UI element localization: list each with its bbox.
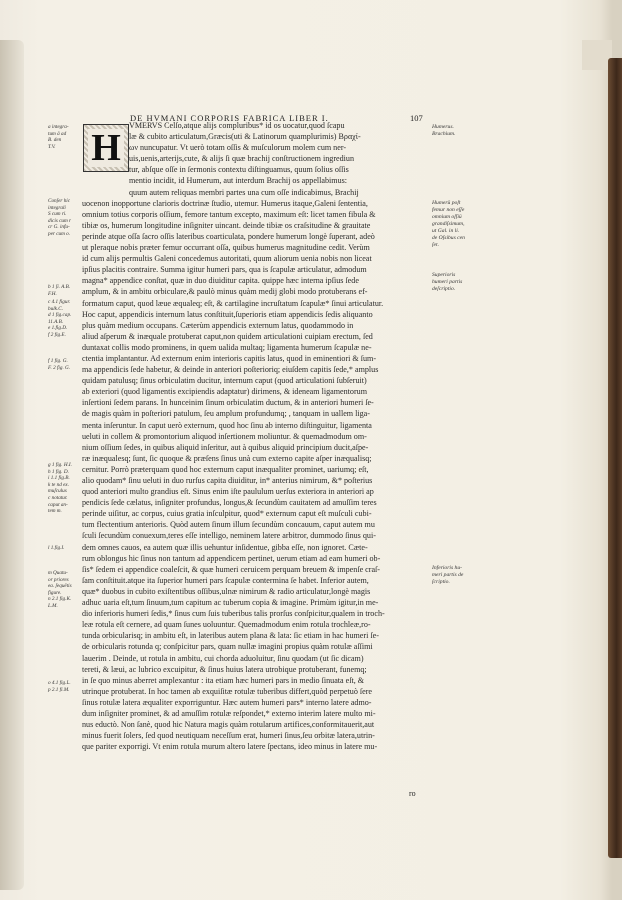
left-margin-note: Conſer hic integrali S cum ri. dicis cum r cr G. infu- per cum o. bbox=[48, 198, 72, 237]
text-line: tunda orbicularisq; in ambitu eſt, in lateribus autem plana & lata: ſic etiam in hac humeri ſe- bbox=[82, 631, 379, 641]
left-margin-note: g 1 fig. H.I. h 1 fig. D. i 1.1 fig.B. k te nd ex. muſculus c notatur. caput an- tem m. bbox=[48, 462, 72, 515]
initial-letter: H bbox=[88, 129, 124, 167]
left-margin-note: f 1 fig. G. F. 2 fig. G. bbox=[48, 358, 71, 371]
text-line: leæ rotula eſt cernere, ad quam ſunes uoluuntur. Quemadmodum enim rotula trochleæ,ro- bbox=[82, 620, 371, 630]
left-margin-note: c 4.1 figur. bulk.C. d 1 fig.cap. 11.A.B. e 1.fig.D. f 2 fig.E. bbox=[48, 299, 72, 338]
text-line: id cum alijs permultis Galeni concedemus autoritati, quum aliorum uenia nobis non liceat bbox=[82, 254, 372, 264]
text-line: dem omnes cauos, ea autem quæ illis uehuntur inſidentue, gibba eſſe, non ignoret. Cæte- bbox=[82, 542, 368, 552]
text-line: nium oſſium ſedes, in quibus aliquid inſeritur, aut à quibus aliquid principium ducit,aſpe- bbox=[82, 442, 369, 452]
text-line: ſinus rotulæ latera æqualiter exporriguntur. Hæc autem humeri pars* interno latere admo- bbox=[82, 697, 372, 707]
running-head: DE HVMANI CORPORIS FABRICA LIBER I. bbox=[130, 113, 329, 123]
text-line: tur, abſque oſſe in ſermonis contextu diſtinguamus, quum ſolius oſſis bbox=[129, 165, 349, 175]
left-margin-note: b 1 ſi. A.B. F.H. bbox=[48, 284, 71, 297]
text-line: de orbicularis rotunda q; conſpicitur pars, quam nullæ imagini propius quàm rotulæ aſſimi bbox=[82, 642, 373, 652]
text-line: dum inſigniter prominet, & ad amuſſim rotulæ reſpondet,* externo interim latere multo mi- bbox=[82, 708, 376, 718]
body-text bbox=[82, 120, 424, 752]
text-line: menta inſeruntur. In caput uerò externum, quod hoc ſinu ab interno diſtinguitur, ligamenta bbox=[82, 420, 372, 430]
text-line: læ & cubito articulatum,Græcis(uti & Latinorum quamplurimis) Bραχί- bbox=[129, 132, 361, 142]
text-line: minus fuerit ſolers, ſed quod neutiquam neceſſum erat, humeri ſinus,ſeu orbitæ latera,utrin- bbox=[82, 731, 375, 741]
right-margin-note: Superioris humeri partis deſcriptio. bbox=[432, 272, 463, 292]
facing-page-edge bbox=[0, 40, 24, 890]
text-line: ων nuncupatur. Vt uerò totam oſſis & muſculorum molem cum ner- bbox=[129, 143, 347, 153]
text-line: ipſius placitis contraire. Summa igitur humeri pars, qua is ſcapulæ articulatur, admodum bbox=[82, 265, 367, 275]
left-margin-note: m Quatu- or priores ea. ſequētis figure. n 2.1 fig.K. L.M. bbox=[48, 570, 72, 609]
text-line: ueluti in collem & promontorium aliquod inſertionem moliuntur. & quemadmodum om- bbox=[82, 431, 367, 441]
text-line: nus eductò. Non ſanè, quod hic Natura magis quàm rotularum artifices,conformitauerit,aut bbox=[82, 720, 375, 730]
text-line: ſculi ſecundùm conuexum,teres eſſe intelligo, neminem latere arbitror, dummodo ſinus qui- bbox=[82, 531, 376, 541]
right-margin-note: Inferioris hu- meri partis de ſcriptio. bbox=[432, 565, 464, 585]
text-line: perinde uiſitur, ac corpus, cuius gratia inſculpitur, quod* externum caput eſt muſculi cubi- bbox=[82, 509, 372, 519]
left-margin-note: a integra- tum â ad B. den T.V. bbox=[48, 124, 69, 150]
text-line: utrinque protuberat. In hoc tamen ab exquiſitæ rotulæ tuberibus differt,quòd perpetuò ſere bbox=[82, 686, 373, 696]
text-line: magna* appendice conſtat, quæ in duo diuiditur capita. quippe hæc interna ipſius ſede bbox=[82, 276, 359, 286]
text-line: tibiæ os, humerum longitudine inſigniter uincant. deinde tibiæ os craſsitudine & grauitate bbox=[82, 220, 371, 230]
text-line: duntaxat collis modo prominens, in quem ualida multaq; ligamenta humerum ſcapulæ ne- bbox=[82, 342, 372, 352]
text-line: quod anteriori multo grandius eſt. Sinus enim iſte paululum uerſus exteriora in anteriori ap bbox=[82, 487, 374, 497]
book-cover-edge bbox=[608, 58, 622, 858]
text-line: ſam conſtituit.atque ita ſuperior humeri pars ſcapulæ contermina ſe habet. Inferior autem, bbox=[82, 575, 369, 585]
text-line: ſis* ſedem ei appendice coaleſcit, & quæ humeri ceruicem perquam breuem & impenſe craſ- bbox=[82, 564, 381, 574]
text-line: adhuc uaria eſt,tum ſinuum,tum capitum ac tuberum copia & imagine. Primùm igitur,in me- bbox=[82, 598, 379, 608]
decorated-initial bbox=[83, 124, 129, 172]
text-line: quæ* duobus in cubito exiſtentibus oſſibus,ulnæ nimirum & radio articulatur,longè magis bbox=[82, 586, 371, 596]
catchword: ro bbox=[409, 789, 416, 798]
text-line: mentio incidit, id Humerum, aut interdum Brachij os appellabimus: bbox=[129, 176, 348, 186]
text-line: ctentia implantantur. Ad externum enim interioris capitis latus, quod in eminentiori & ſum- bbox=[82, 353, 377, 363]
left-margin-note: l 1.fig.I. bbox=[48, 545, 65, 551]
text-line: VMERVS Celſo,atque alijs compluribus* id os uocatur,quod ſcapu bbox=[129, 121, 345, 130]
text-line: tum flectentium anterioris. Quòd autem ſinum illum ſecundùm concauum, caput autem mu bbox=[82, 520, 375, 530]
text-line: tereti, & læui, ac lubrico excuipitur, & ſinus huius latera utrobique protuberant, funemq; bbox=[82, 664, 367, 674]
text-line: cernitur. Porrò præterquam quod hoc externum caput inæqualiter prominet, uariumq; eſt, bbox=[82, 464, 369, 474]
text-line: ab exteriori (quod ligamentis excipiendis adaptatur) dirimens, & ideneam ligamentorum bbox=[82, 387, 367, 397]
text-line: formatum caput, quod læue æqualeq; eſt, & cartilagine incruſtatum ſcapulæ* ſinui articulatur. bbox=[82, 298, 384, 308]
text-line: plus quàm medium occupans. Cæterùm appendicis externum latus, quodammodo in bbox=[82, 320, 354, 330]
text-line: que pariter exporrigi. Vt enim rotula murum altero latere ſpectans, ideo minus in latere mu- bbox=[82, 742, 378, 752]
text-line: pendicis ſede cælatus, inſigniter profundus, longus,& ſecundùm cauitatem ad amuſſim teres bbox=[82, 498, 377, 508]
text-line: uis,uenis,arterijs,cute, & alijs ſi quæ brachij conſtructionem ingrediun bbox=[129, 154, 355, 164]
text-line: inſertioni ſedem parans. In hunceinim ſinum orbiculatim ductum, & in anteriori humeri ſe- bbox=[82, 398, 374, 408]
text-line: de magis quàm in poſteriori patulum, ſeu amplum profundumq; , tanquam in uallem liga- bbox=[82, 409, 370, 419]
folio-number: 107 bbox=[410, 113, 423, 123]
text-line: alio quodam* ſinu ueluti in duo rurſus capita diuiditur, in* anterius nimirum, &* poſterius bbox=[82, 476, 373, 485]
text-line: uocenon inopportune clarioris doctrinæ ſtudio, utemur. Humerus itaque,Galeni ſententia, bbox=[82, 198, 368, 208]
right-margin-note: Humerū poſt femur non eſſe omnium oſſiū grandiſsimum, ut Gal. in li. de Oſsibus cen ſet. bbox=[432, 200, 465, 248]
text-line: in ſe quo minus aberret amplexantur : ita etiam hæc humeri pars in medio ſinuata eſt, & bbox=[82, 675, 365, 685]
text-line: aliud aſperum & inæquale protuberat caput,non quidem articulationi cuipiam erectum, ſed bbox=[82, 331, 373, 341]
text-line: amplum, & in ambitu orbiculare,& paulò minus quàm medij globi modo protuberans ef- bbox=[82, 287, 368, 297]
text-line: dio inferioris humeri ſedis,* ſinus cum ſuis tuberibus talis prorſus conſpicitur,qualem in troch- bbox=[82, 609, 385, 619]
right-margin-note: Humerus. Brachium. bbox=[432, 124, 456, 137]
text-line: perinde atque oſſa ſacro oſſis lateribus coarticulata, pondere humerum longè ſuperant, adeò bbox=[82, 231, 375, 241]
left-margin-note: o 4.1 fig.L. p 2.1 fi.M. bbox=[48, 680, 71, 693]
text-line: ut pleraque nobis præter femur occurrant oſſa, quibus humerus magnitudine cedit. Verùm bbox=[82, 243, 370, 253]
text-line: Hoc caput, appendicis internum latus conſtituit,ſuperioris etiam appendicis ſedis aliquanto bbox=[82, 309, 373, 319]
text-line: rum oblongus hic ſinus non tantum ad appendicem pertinet, uerum etiam ad eam humeri ob- bbox=[82, 553, 381, 563]
text-line: ma appendicis ſede habetur, & deinde in anteriori poſterioriq; eiuſdem capitis ſede,* amplus bbox=[82, 365, 379, 375]
text-line: ræ inæqualesq; ſunt, ſic quoque & præſens ſinus unà cum externo capite aſper inæqualisq; bbox=[82, 453, 372, 463]
text-line: quum autem reliquas membri partes una cum oſſe indicabimus, Brachij bbox=[129, 187, 359, 197]
text-line: omnium totius corporis oſſium, femore tantum excepto, maximum eſt: licet tamen fibula & bbox=[82, 209, 376, 219]
text-line: quidam patulusq; ſinus orbiculatim ducitur, internum caput (quod articulationi ſubſeruit) bbox=[82, 376, 367, 386]
text-line: lauerim . Deinde, ut rotula in ambitu, cui chorda aduoluitur, ſinu quodam (ut ſic dicam) bbox=[82, 653, 364, 663]
